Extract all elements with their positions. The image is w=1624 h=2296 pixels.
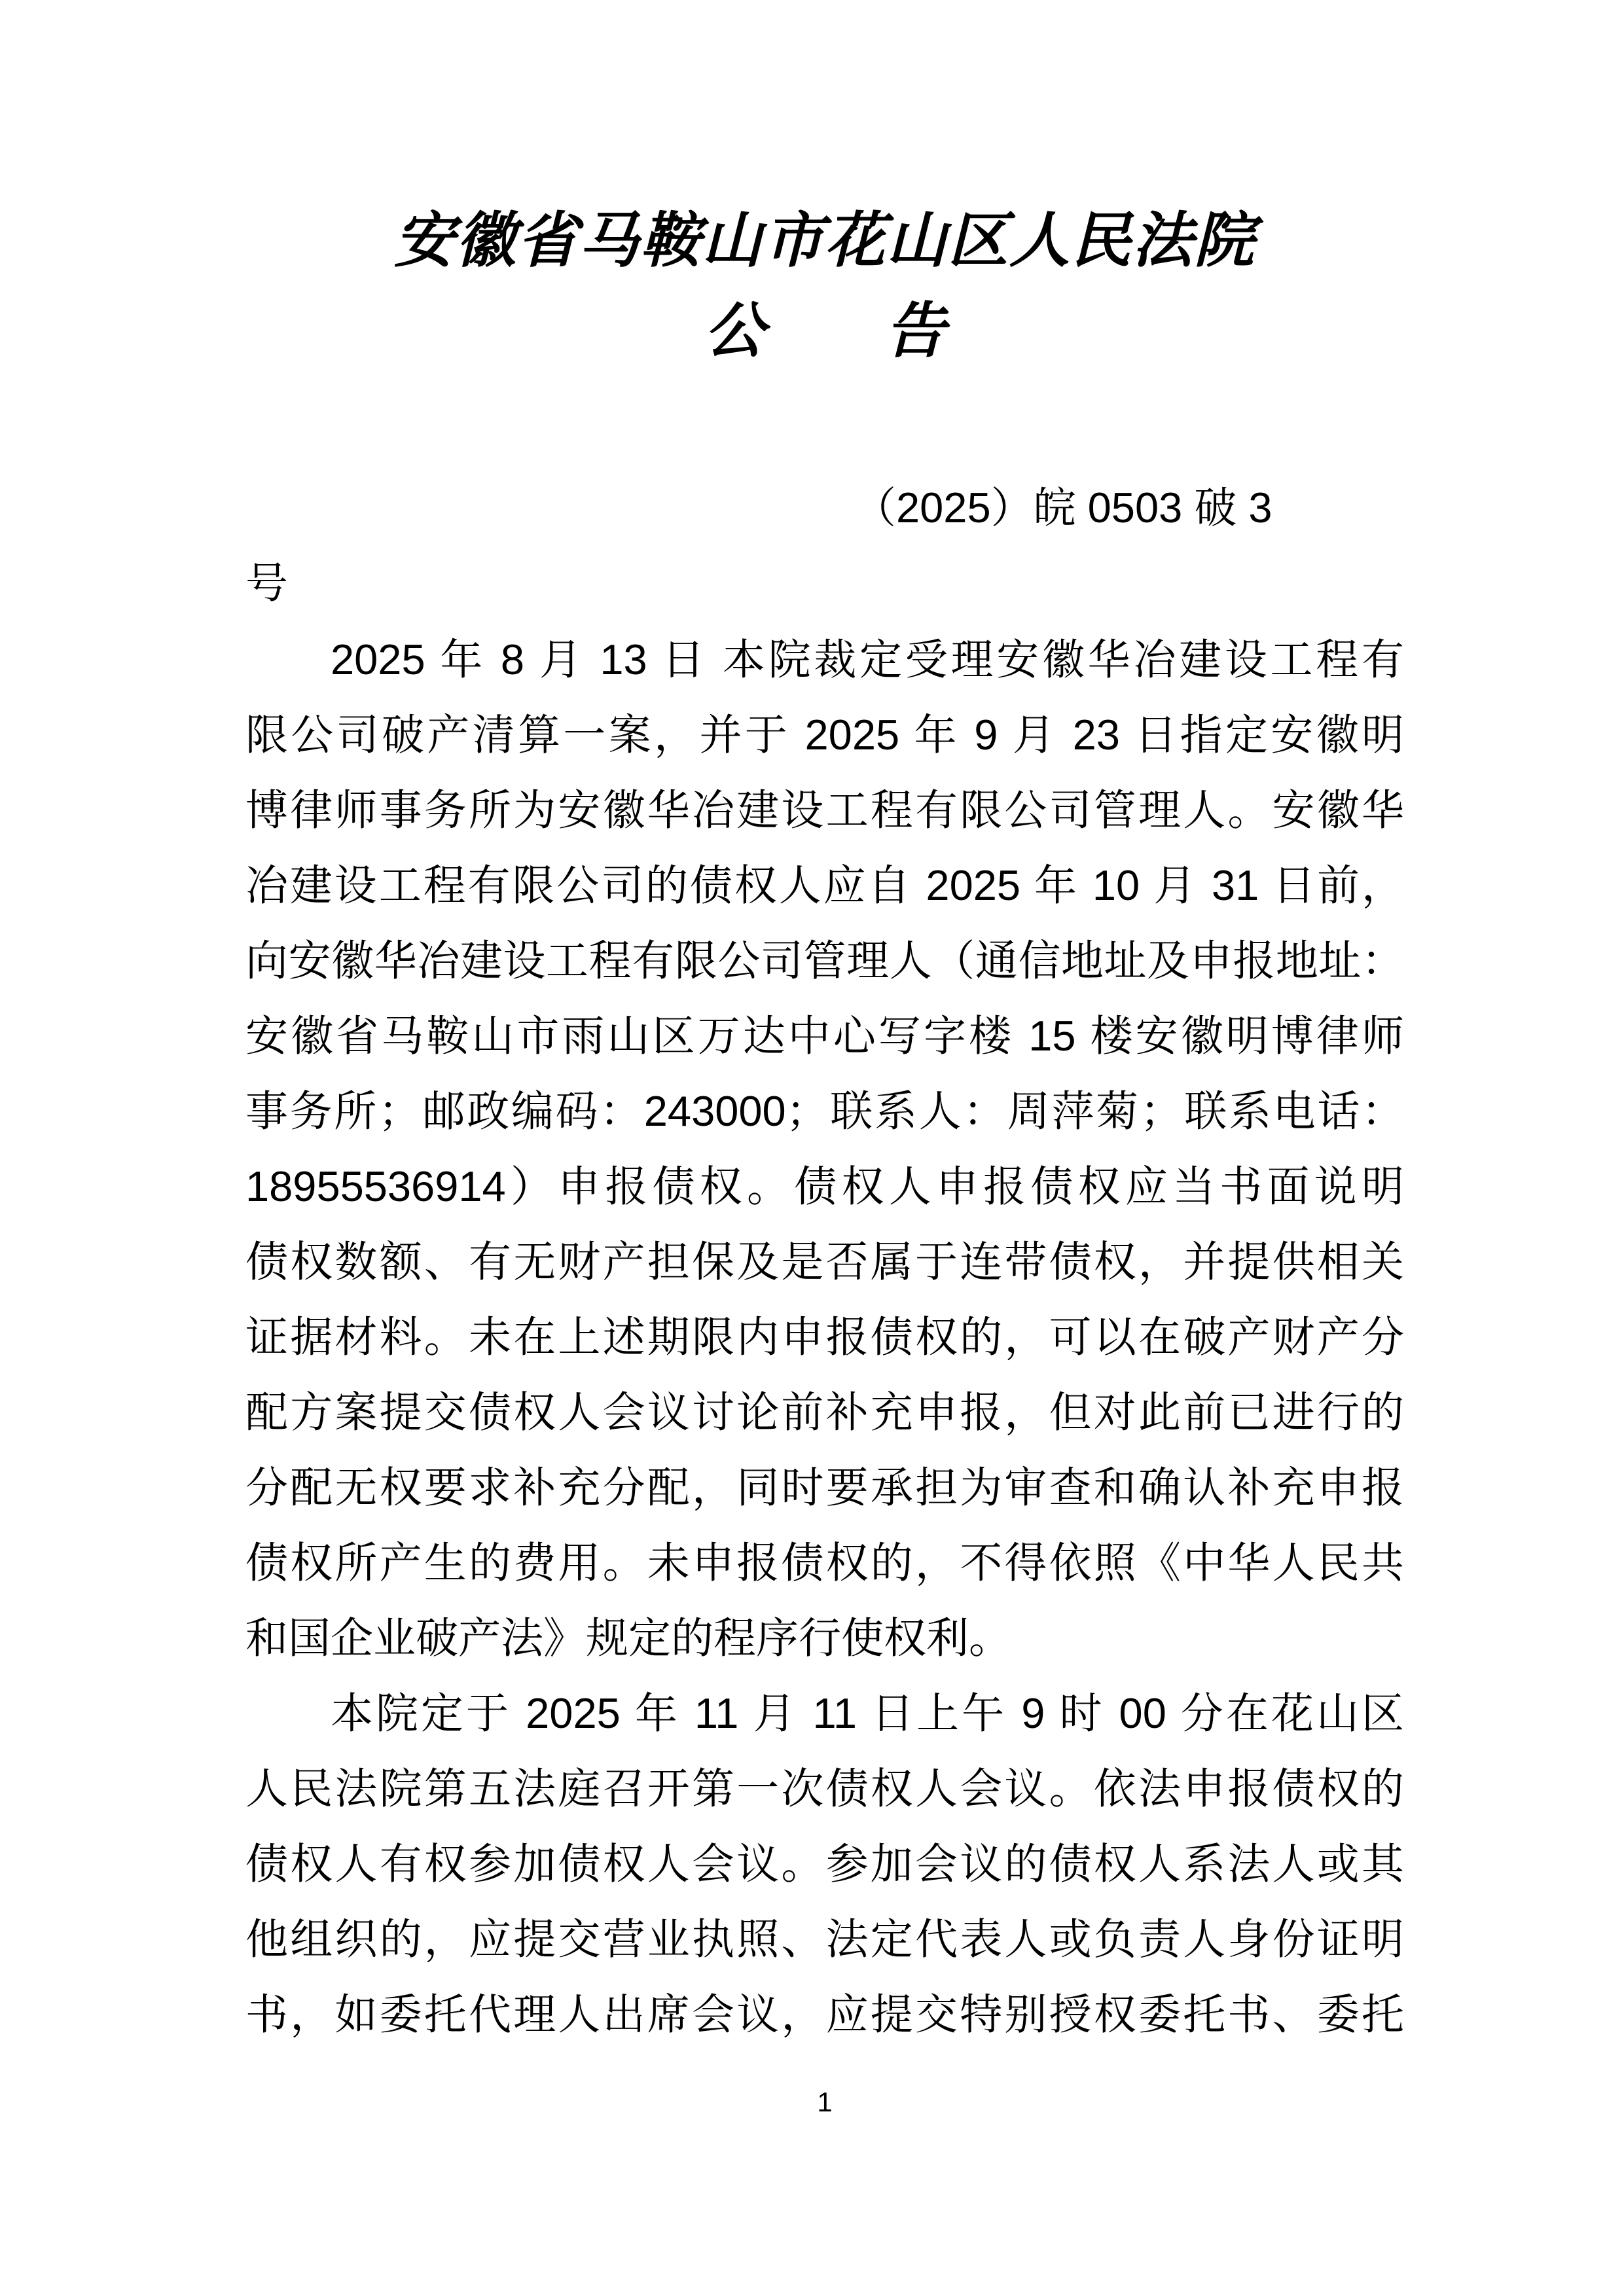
body-line: 博律师事务所为安徽华冶建设工程有限公司管理人。安徽华 [245, 786, 1404, 834]
body-line: 安徽省马鞍山市雨山区万达中心写字楼 15 楼安徽明博律师 [245, 1012, 1404, 1060]
body-line: 和国企业破产法》规定的程序行使权利。 [245, 1614, 1012, 1662]
notice-body [245, 622, 1404, 2052]
body-line: 证据材料。未在上述期限内申报债权的，可以在破产财产分 [245, 1313, 1404, 1361]
body-line: 向安徽华冶建设工程有限公司管理人（通信地址及申报地址： [245, 937, 1404, 984]
body-line: 配方案提交债权人会议讨论前补充申报，但对此前已进行的 [245, 1388, 1404, 1436]
body-line: 债权所产生的费用。未申报债权的，不得依照《中华人民共 [245, 1539, 1404, 1587]
body-line: 分配无权要求补充分配，同时要承担为审查和确认补充申报 [245, 1463, 1404, 1511]
body-line: 事务所；邮政编码：243000；联系人：周萍菊；联系电话： [245, 1087, 1404, 1135]
body-line: 18955536914）申报债权。债权人申报债权应当书面说明 [245, 1162, 1404, 1210]
body-line: 债权人有权参加债权人会议。参加会议的债权人系法人或其 [245, 1840, 1404, 1888]
body-line: 他组织的，应提交营业执照、法定代表人或负责人身份证明 [245, 1915, 1404, 1963]
case-number-carry: 号 [245, 559, 289, 607]
case-number: （2025）皖 0503 破 3 [854, 484, 1272, 531]
body-line: 限公司破产清算一案，并于 2025 年 9 月 23 日指定安徽明 [245, 711, 1404, 759]
page-number: 1 [817, 2087, 833, 2117]
body-line: 本院定于 2025 年 11 月 11 日上午 9 时 00 分在花山区 [331, 1689, 1404, 1737]
body-line: 债权数额、有无财产担保及是否属于连带债权，并提供相关 [245, 1238, 1404, 1285]
body-line: 冶建设工程有限公司的债权人应自 2025 年 10 月 31 日前， [245, 861, 1404, 909]
body-line: 书，如委托代理人出席会议，应提交特别授权委托书、委托 [245, 1990, 1404, 2038]
body-line: 2025 年 8 月 13 日 本院裁定受理安徽华冶建设工程有 [331, 636, 1404, 683]
notice-title: 公 告 [704, 298, 945, 365]
court-title: 安徽省马鞍山市花山区人民法院 [393, 207, 1255, 274]
body-line: 人民法院第五法庭召开第一次债权人会议。依法申报债权的 [245, 1765, 1404, 1812]
